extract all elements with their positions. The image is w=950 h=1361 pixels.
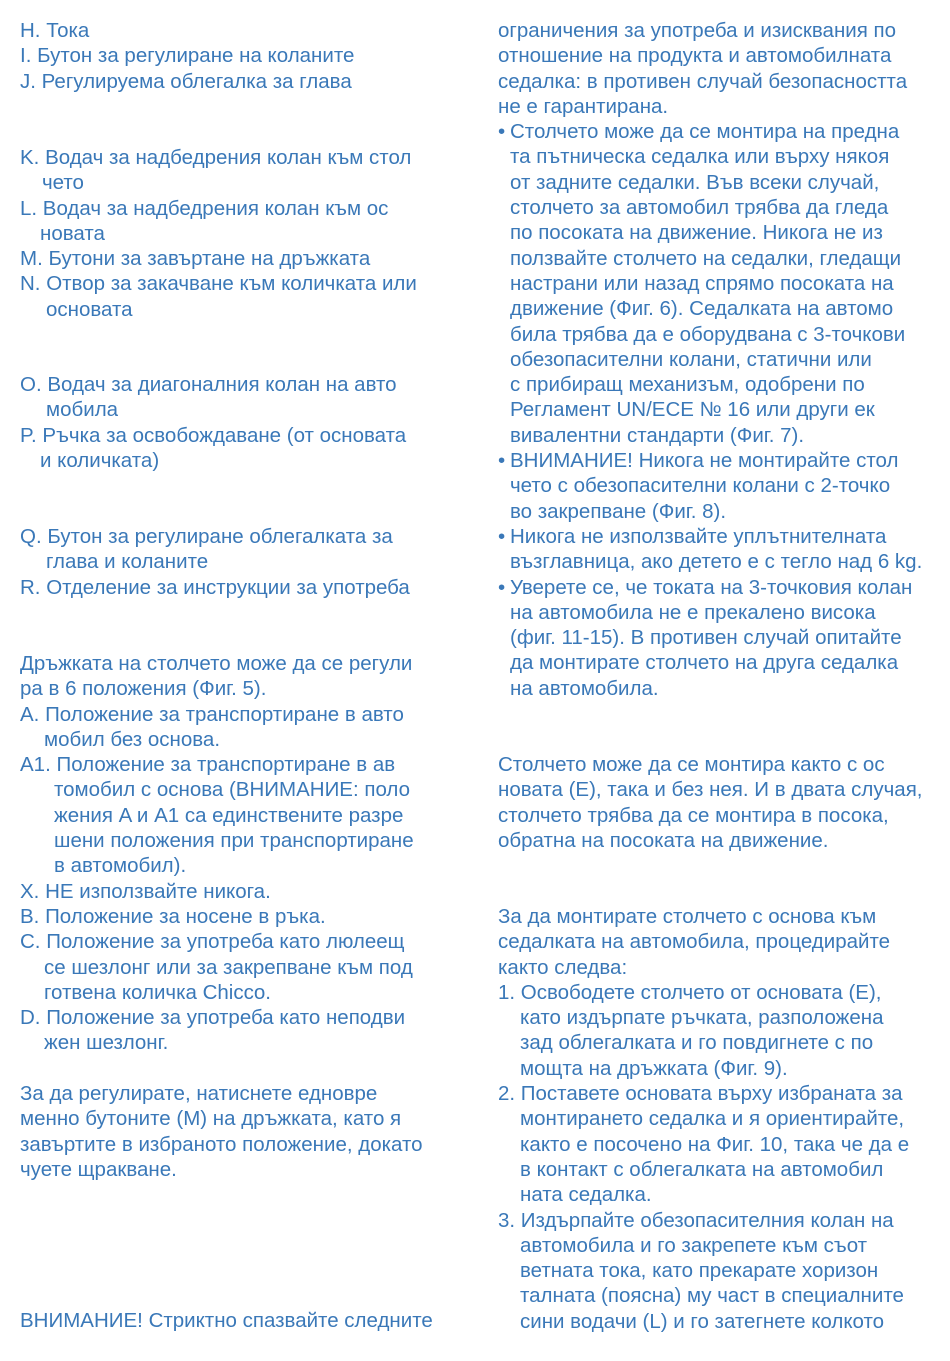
line-text: менно бутоните (M) на дръжката, като я [20, 1107, 402, 1131]
text-line [498, 1233, 930, 1258]
text-line [498, 499, 930, 524]
line-text: H. Тока [20, 19, 90, 42]
line-text: жен шезлонг. [44, 1031, 169, 1055]
text-block [20, 524, 460, 600]
text-line [20, 676, 460, 701]
line-text: 3. Издърпайте обезопасителния колан на [498, 1208, 894, 1232]
text-line [20, 196, 460, 221]
line-text: новата [40, 221, 105, 245]
text-line [498, 271, 930, 296]
text-line [20, 271, 460, 296]
text-line [498, 170, 930, 195]
text-line [498, 1157, 930, 1182]
line-text: 1. Освободете столчето от основата (E), [498, 980, 882, 1004]
text-line [498, 955, 930, 980]
line-text: ната седалка. [520, 1183, 652, 1207]
text-line [498, 1182, 930, 1207]
text-line [498, 372, 930, 397]
text-line [20, 777, 460, 802]
line-text: обезопасителни колани, статични или [510, 347, 872, 371]
line-text: зад облегалката и го повдигнете с по [520, 1031, 874, 1055]
line-text: Регламент UN/ECE № 16 или други ек [510, 398, 875, 422]
line-text: мощта на дръжката (Фиг. 9). [520, 1056, 788, 1080]
text-line [20, 1308, 460, 1333]
text-line [20, 727, 460, 752]
text-line [20, 18, 460, 43]
text-line [498, 1106, 930, 1131]
line-text: и количката) [40, 448, 160, 472]
text-line [498, 803, 930, 828]
text-line [498, 600, 930, 625]
line-text: мобил без основа. [44, 727, 221, 751]
text-line [498, 650, 930, 675]
text-line [498, 777, 930, 802]
text-line [20, 145, 460, 170]
line-text: глава и коланите [46, 550, 209, 574]
text-line [20, 803, 460, 828]
line-text: Q. Бутон за регулиране облегалката за [20, 525, 393, 548]
line-text: да монтирате столчето на друга седалка [510, 651, 899, 675]
text-line [20, 372, 460, 397]
line-text: както е посочено на Фиг. 10, така че да е [520, 1132, 910, 1156]
text-line [20, 904, 460, 929]
text-line [20, 651, 460, 676]
text-line [20, 702, 460, 727]
text-line [498, 1081, 930, 1106]
text-line [498, 1132, 930, 1157]
line-text: во закрепване (Фиг. 8). [510, 499, 727, 523]
line-text: жения A и A1 са единствените разре [54, 803, 404, 827]
line-text: отношение на продукта и автомобилната [498, 44, 892, 68]
text-line [498, 119, 930, 144]
text-line [498, 94, 930, 119]
line-text: завъртите в избраното положение, докато [20, 1132, 423, 1156]
text-line [20, 170, 460, 195]
line-text: сини водачи (L) и го затегнете колкото [520, 1309, 885, 1333]
line-text: в автомобил). [54, 854, 187, 878]
line-text: мобила [46, 398, 119, 422]
text-line [20, 297, 460, 322]
line-text: B. Положение за носене в ръка. [20, 904, 326, 928]
text-line [498, 448, 930, 473]
text-block [20, 372, 460, 473]
line-text: на автомобила не е прекалено висока [510, 600, 876, 624]
line-text: Столчето може да се монтира на предна [510, 120, 900, 144]
text-line [498, 18, 930, 43]
line-text: столчето за автомобил трябва да гледа [510, 196, 889, 220]
text-line [498, 347, 930, 372]
line-text: 2. Поставете основата върху избраната за [498, 1082, 903, 1106]
text-line [498, 1005, 930, 1030]
text-line [20, 1030, 460, 1055]
text-block [20, 1308, 460, 1333]
line-text: не е гарантирана. [498, 94, 669, 118]
bullet-icon: • [498, 120, 506, 144]
line-text: J. Регулируема облегалка за глава [20, 69, 352, 93]
line-text: L. Водач за надбедрения колан към ос [20, 196, 389, 220]
text-block [20, 1081, 460, 1182]
line-text: чуете щракване. [20, 1157, 177, 1181]
text-block [20, 145, 460, 322]
text-line [498, 752, 930, 777]
text-line [498, 1030, 930, 1055]
text-line [498, 397, 930, 422]
text-block [498, 18, 930, 701]
line-text: D. Положение за употреба като неподви [20, 1006, 406, 1030]
text-line [498, 1056, 930, 1081]
text-line [498, 549, 930, 574]
text-line [20, 929, 460, 954]
line-text: настрани или назад спрямо посоката на [510, 271, 894, 295]
line-text: За да регулирате, натиснете едновре [20, 1082, 378, 1105]
line-text: седалка: в противен случай безопасността [498, 69, 908, 93]
text-block [498, 904, 930, 1334]
line-text: A1. Положение за транспортиране в ав [20, 753, 396, 777]
line-text: движение (Фиг. 6). Седалката на автомо [510, 297, 894, 321]
text-line [498, 144, 930, 169]
text-line [20, 1106, 460, 1131]
line-text: Уверете се, че токата на 3-точковия колан [510, 575, 913, 599]
line-text: в контакт с облегалката на автомобил [520, 1157, 884, 1181]
text-block [498, 752, 930, 853]
text-line [20, 549, 460, 574]
text-line [498, 625, 930, 650]
text-line [498, 524, 930, 549]
line-text: основата [46, 297, 133, 321]
line-text: M. Бутони за завъртане на дръжката [20, 247, 371, 271]
text-line [498, 1309, 930, 1334]
line-text: столчето трябва да се монтира в посока, [498, 803, 889, 827]
line-text: автомобила и го закрепете към съот [520, 1233, 868, 1257]
text-line [498, 575, 930, 600]
line-text: За да монтирате столчето с основа към [498, 905, 877, 928]
text-line [20, 1081, 460, 1106]
bullet-icon: • [498, 449, 506, 473]
text-line [20, 69, 460, 94]
line-text: била трябва да е оборудвана с 3-точкови [510, 322, 906, 346]
line-text: C. Положение за употреба като люлеещ [20, 930, 405, 954]
line-text: Столчето може да се монтира както с ос [498, 753, 885, 776]
text-line [498, 322, 930, 347]
text-line [498, 929, 930, 954]
line-text: като издърпате ръчката, разположена [520, 1006, 884, 1030]
text-line [20, 423, 460, 448]
line-text: седалката на автомобила, процедирайте [498, 930, 891, 954]
line-text: по посоката на движение. Никога не из [510, 221, 883, 245]
text-line [498, 296, 930, 321]
text-line [498, 1283, 930, 1308]
line-text: готвена количка Chicco. [44, 980, 271, 1004]
line-text: монтирането седалка и я ориентирайте, [520, 1107, 905, 1131]
text-line [20, 1005, 460, 1030]
line-text: K. Водач за надбедрения колан към стол [20, 146, 412, 169]
line-text: вивалентни стандарти (Фиг. 7). [510, 423, 805, 447]
line-text: I. Бутон за регулиране на коланите [20, 44, 355, 68]
line-text: ра в 6 положения (Фиг. 5). [20, 677, 267, 701]
line-text: O. Водач за диагоналния колан на авто [20, 373, 397, 396]
text-line [498, 423, 930, 448]
line-text: ВНИМАНИЕ! Стриктно спазвайте следните [20, 1309, 433, 1332]
text-line [20, 752, 460, 777]
text-line [498, 676, 930, 701]
line-text: възглавница, ако детето е с тегло над 6 kg. [510, 550, 923, 574]
text-line [498, 246, 930, 271]
text-line [20, 448, 460, 473]
text-line [498, 195, 930, 220]
line-text: ВНИМАНИЕ! Никога не монтирайте стол [510, 449, 899, 473]
text-line [498, 904, 930, 929]
line-text: както следва: [498, 955, 628, 979]
text-line [498, 43, 930, 68]
line-text: Никога не използвайте уплътнителната [510, 524, 887, 548]
line-text: обратна на посоката на движение. [498, 828, 829, 852]
line-text: чето [42, 171, 84, 195]
text-line [498, 980, 930, 1005]
line-text: ветната тока, като прекарате хоризон [520, 1259, 879, 1283]
text-line [498, 828, 930, 853]
line-text: шени положения при транспортиране [54, 829, 414, 853]
text-line [20, 853, 460, 878]
text-line [20, 397, 460, 422]
line-text: ограничения за употреба и изисквания по [498, 19, 897, 42]
line-text: N. Отвор за закачване към количката или [20, 272, 417, 296]
text-line [20, 955, 460, 980]
text-line [20, 43, 460, 68]
bullet-icon: • [498, 575, 506, 599]
line-text: (фиг. 11-15). В противен случай опитайте [510, 626, 902, 650]
line-text: от задните седалки. Във всеки случай, [510, 170, 880, 194]
bullet-icon: • [498, 524, 506, 548]
text-line [20, 246, 460, 271]
line-text: талната (поясна) му част в специалните [520, 1284, 904, 1308]
line-text: чето с обезопасителни колани с 2-точко [510, 474, 891, 498]
line-text: P. Ръчка за освобождаване (от основата [20, 423, 407, 447]
line-text: томобил с основа (ВНИМАНИЕ: поло [54, 778, 411, 802]
text-line [20, 221, 460, 246]
text-line [20, 828, 460, 853]
line-text: Дръжката на столчето може да се регули [20, 652, 413, 675]
text-block [20, 18, 460, 94]
line-text: A. Положение за транспортиране в авто [20, 702, 404, 726]
text-line [498, 69, 930, 94]
line-text: та пътническа седалка или върху някоя [510, 145, 890, 169]
text-line [20, 1157, 460, 1182]
text-line [20, 980, 460, 1005]
line-text: новата (E), така и без нея. И в двата случая, [498, 778, 923, 802]
text-line [498, 220, 930, 245]
line-text: на автомобила. [510, 676, 659, 700]
text-line [498, 1208, 930, 1233]
text-line [20, 524, 460, 549]
text-line [498, 473, 930, 498]
text-line [498, 1258, 930, 1283]
text-line [20, 879, 460, 904]
text-block [20, 651, 460, 1056]
line-text: се шезлонг или за закрепване към под [44, 955, 413, 979]
line-text: с прибиращ механизъм, одобрени по [510, 373, 865, 397]
line-text: R. Отделение за инструкции за употреба [20, 575, 410, 599]
text-line [20, 1132, 460, 1157]
line-text: ползвайте столчето на седалки, гледащи [510, 246, 902, 270]
text-line [20, 575, 460, 600]
line-text: X. НЕ използвайте никога. [20, 879, 271, 903]
